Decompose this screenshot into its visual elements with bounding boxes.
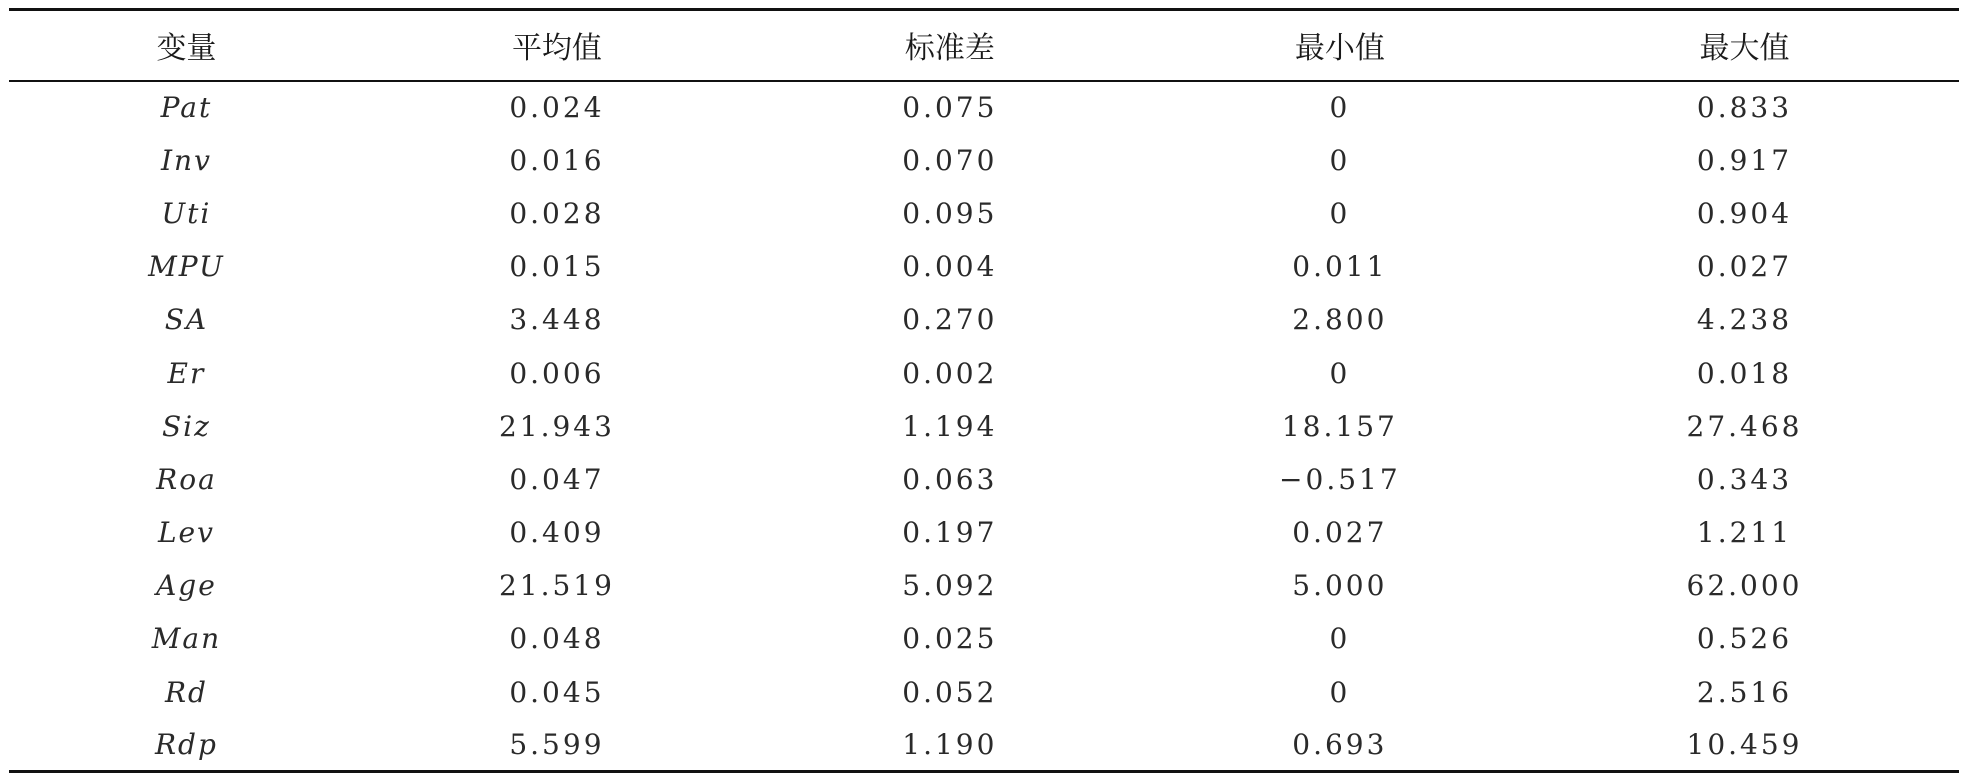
- cell-variable: Pat: [160, 91, 213, 125]
- cell-mean: 0.016: [509, 143, 605, 177]
- cell-max: 62.000: [1686, 569, 1803, 603]
- cell-variable: Uti: [161, 196, 212, 230]
- cell-std-dev: 0.270: [902, 303, 998, 337]
- cell-std-dev: 1.194: [902, 409, 998, 443]
- cell-max: 0.027: [1696, 250, 1793, 284]
- cell-variable: MPU: [148, 250, 225, 284]
- cell-min: 0.027: [1292, 516, 1388, 550]
- cell-std-dev: 0.063: [902, 462, 998, 496]
- cell-min: 0.693: [1150, 719, 1530, 772]
- cell-mean: 0.409: [509, 516, 605, 550]
- header-variable: 变量: [9, 10, 364, 81]
- cell-max: 27.468: [1686, 409, 1803, 443]
- cell-max: 0.904: [1696, 196, 1793, 230]
- table-header: [9, 10, 1959, 81]
- cell-min: 2.800: [1292, 303, 1388, 337]
- cell-std-dev: 0.197: [902, 516, 998, 550]
- cell-variable: Inv: [160, 143, 212, 177]
- cell-variable: SA: [164, 303, 209, 337]
- cell-variable: Roa: [156, 462, 217, 496]
- cell-max: 10.459: [1530, 719, 1959, 772]
- cell-min: 0: [1329, 622, 1351, 656]
- table-row: [9, 134, 1959, 187]
- table-row: [9, 453, 1959, 506]
- table-row: [9, 346, 1959, 399]
- cell-min: 5.000: [1292, 569, 1388, 603]
- cell-std-dev: 5.092: [902, 569, 998, 603]
- cell-max: 0.917: [1696, 143, 1793, 177]
- table-row: [9, 187, 1959, 240]
- cell-mean: 21.943: [498, 409, 615, 443]
- cell-min: 0: [1329, 675, 1351, 709]
- cell-mean: 0.015: [509, 250, 605, 284]
- cell-max: 0.343: [1696, 462, 1793, 496]
- cell-std-dev: 0.004: [902, 250, 998, 284]
- cell-mean: 5.599: [364, 719, 750, 772]
- cell-mean: 0.024: [509, 91, 605, 125]
- cell-variable: Rdp: [9, 719, 364, 772]
- header-row: [9, 10, 1959, 81]
- header-max: 最大值: [1530, 10, 1959, 81]
- cell-mean: 0.045: [509, 675, 605, 709]
- cell-mean: 21.519: [498, 569, 615, 603]
- cell-max: 0.526: [1696, 622, 1793, 656]
- cell-variable: Age: [156, 569, 217, 603]
- cell-min: 0: [1329, 91, 1351, 125]
- cell-max: 0.833: [1696, 91, 1793, 125]
- table-row: [9, 612, 1959, 665]
- table-row: [9, 719, 1959, 772]
- cell-mean: 0.006: [509, 356, 605, 390]
- cell-max: 4.238: [1696, 303, 1793, 337]
- descriptive-stats-table-container: [9, 8, 1959, 773]
- cell-std-dev: 0.075: [902, 91, 998, 125]
- cell-max: 0.018: [1696, 356, 1793, 390]
- cell-min: 0.011: [1292, 250, 1388, 284]
- cell-mean: 0.028: [509, 196, 605, 230]
- header-mean: 平均值: [364, 10, 750, 81]
- table-row: [9, 400, 1959, 453]
- table-row: [9, 559, 1959, 612]
- cell-max: 2.516: [1696, 675, 1793, 709]
- cell-min: 18.157: [1281, 409, 1398, 443]
- cell-min: 0: [1329, 196, 1351, 230]
- table-row: [9, 81, 1959, 134]
- cell-min: −0.517: [1279, 462, 1401, 496]
- cell-variable: Man: [151, 622, 222, 656]
- header-min: 最小值: [1150, 10, 1530, 81]
- table-body: [9, 81, 1959, 772]
- cell-min: 0: [1329, 143, 1351, 177]
- cell-max: 1.211: [1696, 516, 1793, 550]
- cell-variable: Rd: [164, 675, 208, 709]
- cell-mean: 0.047: [509, 462, 605, 496]
- cell-std-dev: 0.025: [902, 622, 998, 656]
- cell-std-dev: 0.052: [902, 675, 998, 709]
- cell-std-dev: 0.002: [902, 356, 998, 390]
- table-row: [9, 506, 1959, 559]
- cell-std-dev: 1.190: [750, 719, 1150, 772]
- cell-std-dev: 0.070: [902, 143, 998, 177]
- header-std-dev: 标准差: [750, 10, 1150, 81]
- table-row: [9, 666, 1959, 719]
- table-row: [9, 293, 1959, 346]
- cell-variable: Siz: [162, 409, 211, 443]
- cell-variable: Er: [167, 356, 206, 390]
- table-row: [9, 240, 1959, 293]
- cell-variable: Lev: [157, 516, 215, 550]
- cell-min: 0: [1329, 356, 1351, 390]
- descriptive-stats-table: [9, 8, 1959, 773]
- cell-std-dev: 0.095: [902, 196, 998, 230]
- cell-mean: 3.448: [509, 303, 605, 337]
- cell-mean: 0.048: [509, 622, 605, 656]
